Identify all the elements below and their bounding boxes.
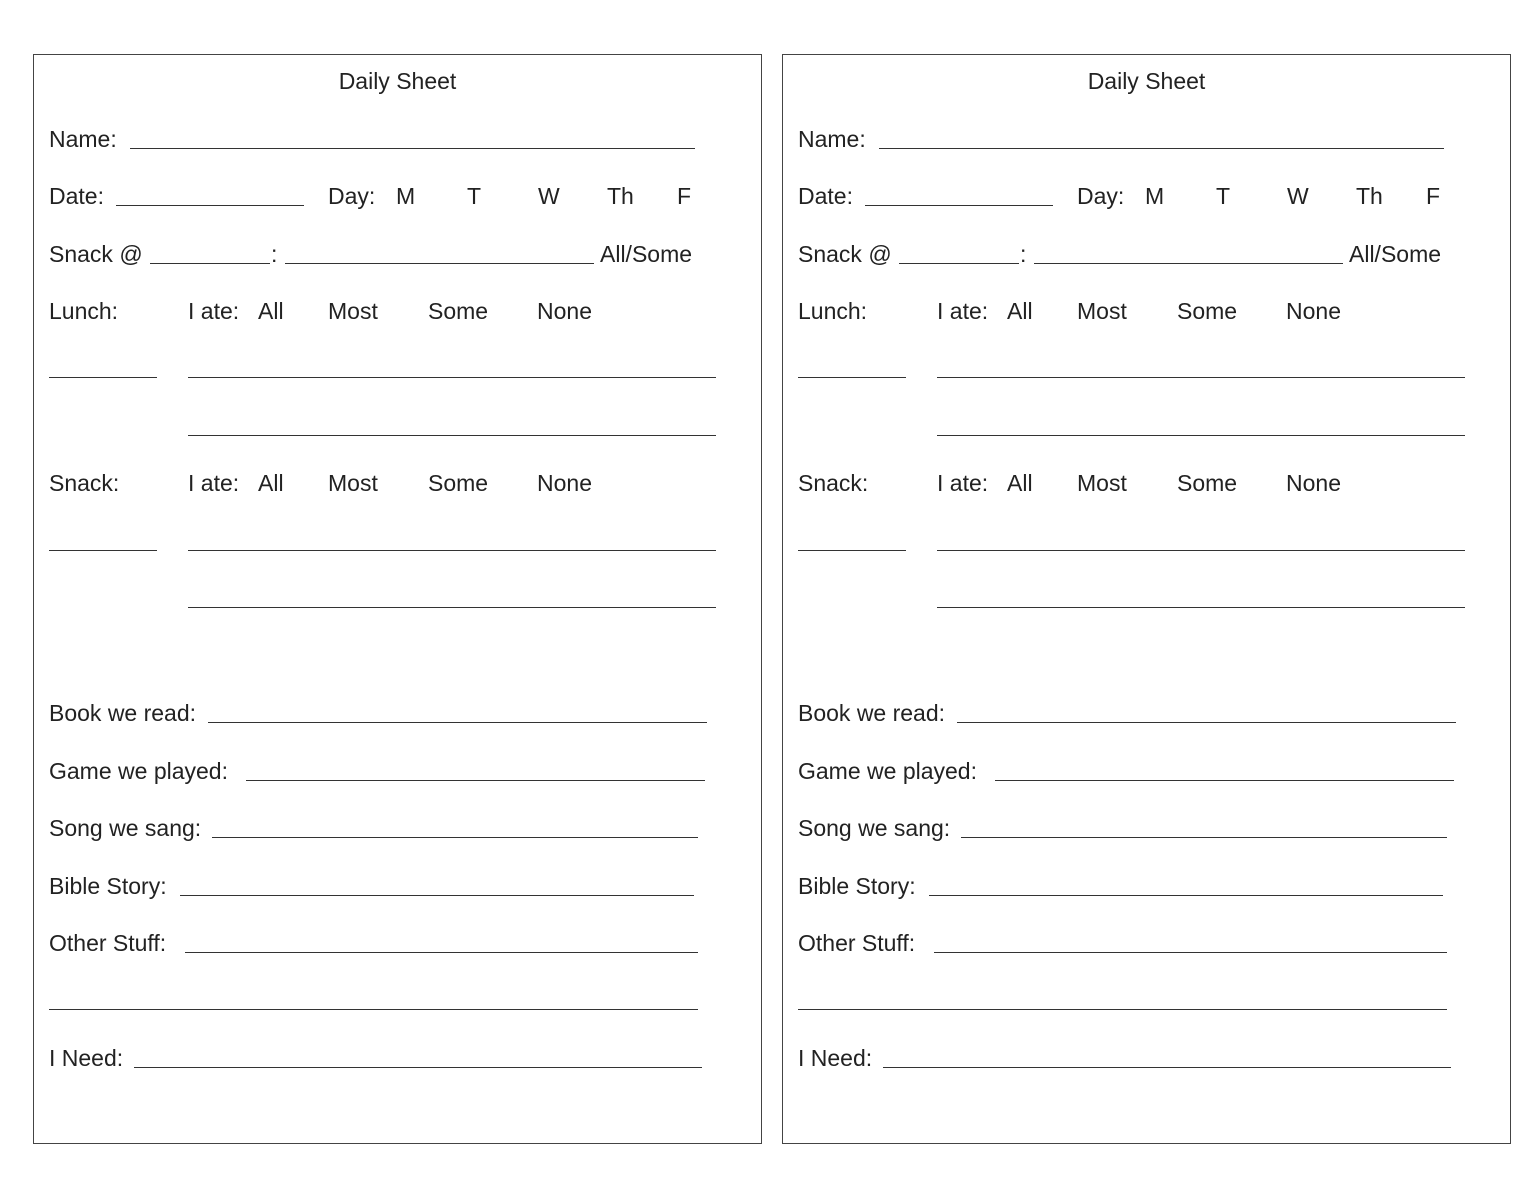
snack-notes-line-2[interactable] [937, 607, 1465, 608]
date-label: Date: [798, 183, 853, 209]
name-label: Name: [49, 126, 117, 152]
other-stuff-field[interactable] [185, 952, 698, 953]
name-field[interactable] [879, 148, 1444, 149]
other-stuff-line-2[interactable] [49, 1009, 698, 1010]
other-stuff-field[interactable] [934, 952, 1447, 953]
i-ate-label: I ate: [188, 470, 240, 496]
lunch-label: Lunch: [49, 298, 119, 324]
date-label: Date: [49, 183, 104, 209]
sheet-title: Daily Sheet [1087, 68, 1206, 94]
i-ate-label: I ate: [188, 298, 240, 324]
snack-time-field-2[interactable] [798, 550, 906, 551]
daily-sheet-right [782, 54, 1511, 1144]
day-option-t[interactable]: T [1216, 183, 1231, 209]
other-stuff-line-2[interactable] [798, 1009, 1447, 1010]
lunch-notes-line-2[interactable] [937, 435, 1465, 436]
i-ate-label: I ate: [937, 298, 989, 324]
snack-amount-some[interactable]: Some [1177, 470, 1238, 496]
day-option-f[interactable]: F [677, 183, 692, 209]
lunch-amount-all[interactable]: All [1007, 298, 1033, 324]
book-field[interactable] [957, 722, 1456, 723]
snack-amount-some[interactable]: Some [428, 470, 489, 496]
snack-time-field[interactable] [899, 263, 1019, 264]
game-label: Game we played: [49, 758, 228, 784]
daily-sheet-left [33, 54, 762, 1144]
i-need-label: I Need: [49, 1045, 124, 1071]
lunch-amount-some[interactable]: Some [428, 298, 489, 324]
other-stuff-label: Other Stuff: [798, 930, 916, 956]
snack-amount-most[interactable]: Most [1077, 470, 1127, 496]
snack-amount-all[interactable]: All [258, 470, 284, 496]
song-label: Song we sang: [798, 815, 951, 841]
snack-notes-line-1[interactable] [937, 550, 1465, 551]
snack-notes-line-2[interactable] [188, 607, 716, 608]
bible-story-field[interactable] [180, 895, 694, 896]
day-option-m[interactable]: M [396, 183, 416, 209]
lunch-notes-line-1[interactable] [188, 377, 716, 378]
snack-amount-none[interactable]: None [537, 470, 592, 496]
game-field[interactable] [995, 780, 1454, 781]
i-ate-label: I ate: [937, 470, 989, 496]
day-option-th[interactable]: Th [1356, 183, 1383, 209]
day-option-m[interactable]: M [1145, 183, 1165, 209]
lunch-amount-some[interactable]: Some [1177, 298, 1238, 324]
bible-story-label: Bible Story: [798, 873, 916, 899]
song-field[interactable] [212, 837, 698, 838]
i-need-field[interactable] [883, 1067, 1451, 1068]
snack-time-field-2[interactable] [49, 550, 157, 551]
snack-amount-none[interactable]: None [1286, 470, 1341, 496]
game-field[interactable] [246, 780, 705, 781]
snack-at-label: Snack @ [798, 241, 892, 267]
lunch-time-field[interactable] [798, 377, 906, 378]
snack-label: Snack: [49, 470, 120, 496]
lunch-notes-line-1[interactable] [937, 377, 1465, 378]
song-label: Song we sang: [49, 815, 202, 841]
snack-item-field[interactable] [285, 263, 594, 264]
lunch-amount-none[interactable]: None [1286, 298, 1341, 324]
snack-time-field[interactable] [150, 263, 270, 264]
name-label: Name: [798, 126, 866, 152]
date-field[interactable] [116, 205, 304, 206]
song-field[interactable] [961, 837, 1447, 838]
lunch-time-field[interactable] [49, 377, 157, 378]
lunch-amount-most[interactable]: Most [1077, 298, 1127, 324]
all-some-option[interactable]: All/Some [600, 241, 693, 267]
book-field[interactable] [208, 722, 707, 723]
day-option-f[interactable]: F [1426, 183, 1441, 209]
day-label: Day: [1077, 183, 1125, 209]
snack-item-field[interactable] [1034, 263, 1343, 264]
time-colon: : [271, 241, 278, 267]
day-option-th[interactable]: Th [607, 183, 634, 209]
snack-at-label: Snack @ [49, 241, 143, 267]
snack-label: Snack: [798, 470, 869, 496]
i-need-field[interactable] [134, 1067, 702, 1068]
day-option-w[interactable]: W [538, 183, 560, 209]
time-colon: : [1020, 241, 1027, 267]
day-option-w[interactable]: W [1287, 183, 1309, 209]
other-stuff-label: Other Stuff: [49, 930, 167, 956]
day-option-t[interactable]: T [467, 183, 482, 209]
snack-amount-most[interactable]: Most [328, 470, 378, 496]
lunch-label: Lunch: [798, 298, 868, 324]
bible-story-field[interactable] [929, 895, 1443, 896]
snack-amount-all[interactable]: All [1007, 470, 1033, 496]
lunch-amount-all[interactable]: All [258, 298, 284, 324]
sheet-title: Daily Sheet [338, 68, 457, 94]
bible-story-label: Bible Story: [49, 873, 167, 899]
day-label: Day: [328, 183, 376, 209]
date-field[interactable] [865, 205, 1053, 206]
snack-notes-line-1[interactable] [188, 550, 716, 551]
book-label: Book we read: [49, 700, 197, 726]
lunch-amount-most[interactable]: Most [328, 298, 378, 324]
i-need-label: I Need: [798, 1045, 873, 1071]
lunch-amount-none[interactable]: None [537, 298, 592, 324]
game-label: Game we played: [798, 758, 977, 784]
book-label: Book we read: [798, 700, 946, 726]
name-field[interactable] [130, 148, 695, 149]
all-some-option[interactable]: All/Some [1349, 241, 1442, 267]
lunch-notes-line-2[interactable] [188, 435, 716, 436]
